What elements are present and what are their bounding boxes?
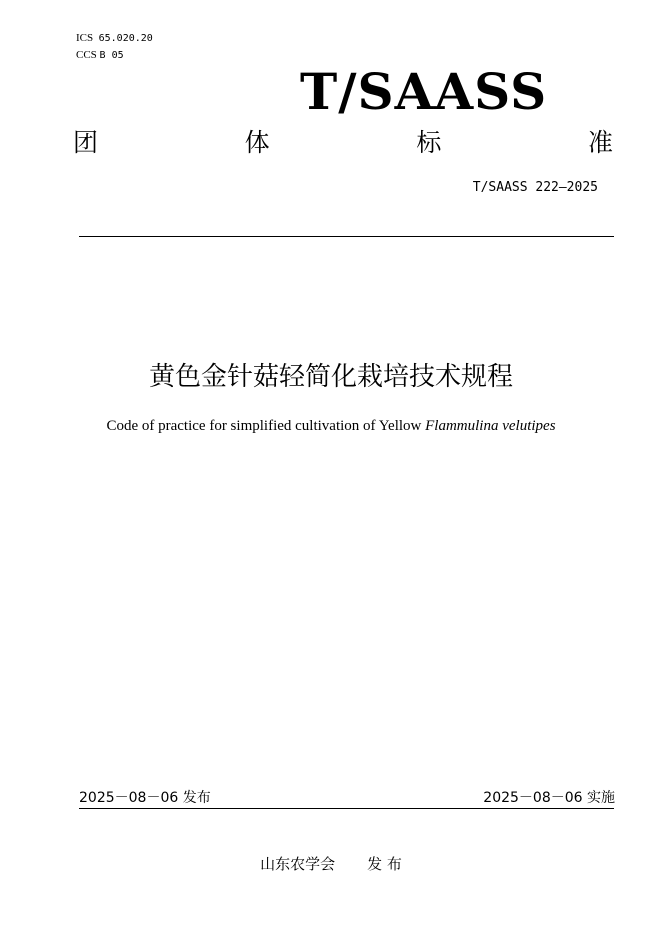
issuer-action: 发 布 bbox=[367, 855, 402, 873]
ics-classification bbox=[76, 32, 153, 44]
standard-type bbox=[73, 126, 613, 160]
top-divider bbox=[79, 236, 614, 237]
english-title-species: Flammulina velutipes bbox=[425, 418, 556, 434]
ics-code: 65.020.20 bbox=[98, 33, 153, 44]
bottom-divider bbox=[79, 808, 614, 809]
standard-type-char: 体 bbox=[244, 128, 270, 157]
document-title-english bbox=[0, 416, 662, 436]
ccs-label: CCS bbox=[76, 49, 97, 61]
standard-type-char: 团 bbox=[73, 128, 99, 157]
publish-date: 2025－08－06 发布 bbox=[79, 790, 211, 806]
ccs-classification bbox=[76, 49, 124, 61]
standard-type-char: 标 bbox=[416, 128, 442, 157]
standard-type-char: 准 bbox=[587, 128, 613, 157]
implementation-date: 2025－08－06 实施 bbox=[483, 790, 615, 806]
issuer-name: 山东农学会 bbox=[260, 855, 336, 873]
english-title-text: Code of practice for simplified cultivation of Yellow bbox=[106, 418, 426, 434]
ccs-code: B 05 bbox=[99, 50, 124, 61]
standard-number: T/SAASS 222—2025 bbox=[472, 180, 598, 195]
ics-label: ICS bbox=[76, 32, 94, 44]
org-logo: T/SAASS bbox=[300, 62, 548, 121]
issuer bbox=[0, 854, 662, 874]
document-title-chinese: 黄色金针菇轻简化栽培技术规程 bbox=[148, 362, 513, 392]
